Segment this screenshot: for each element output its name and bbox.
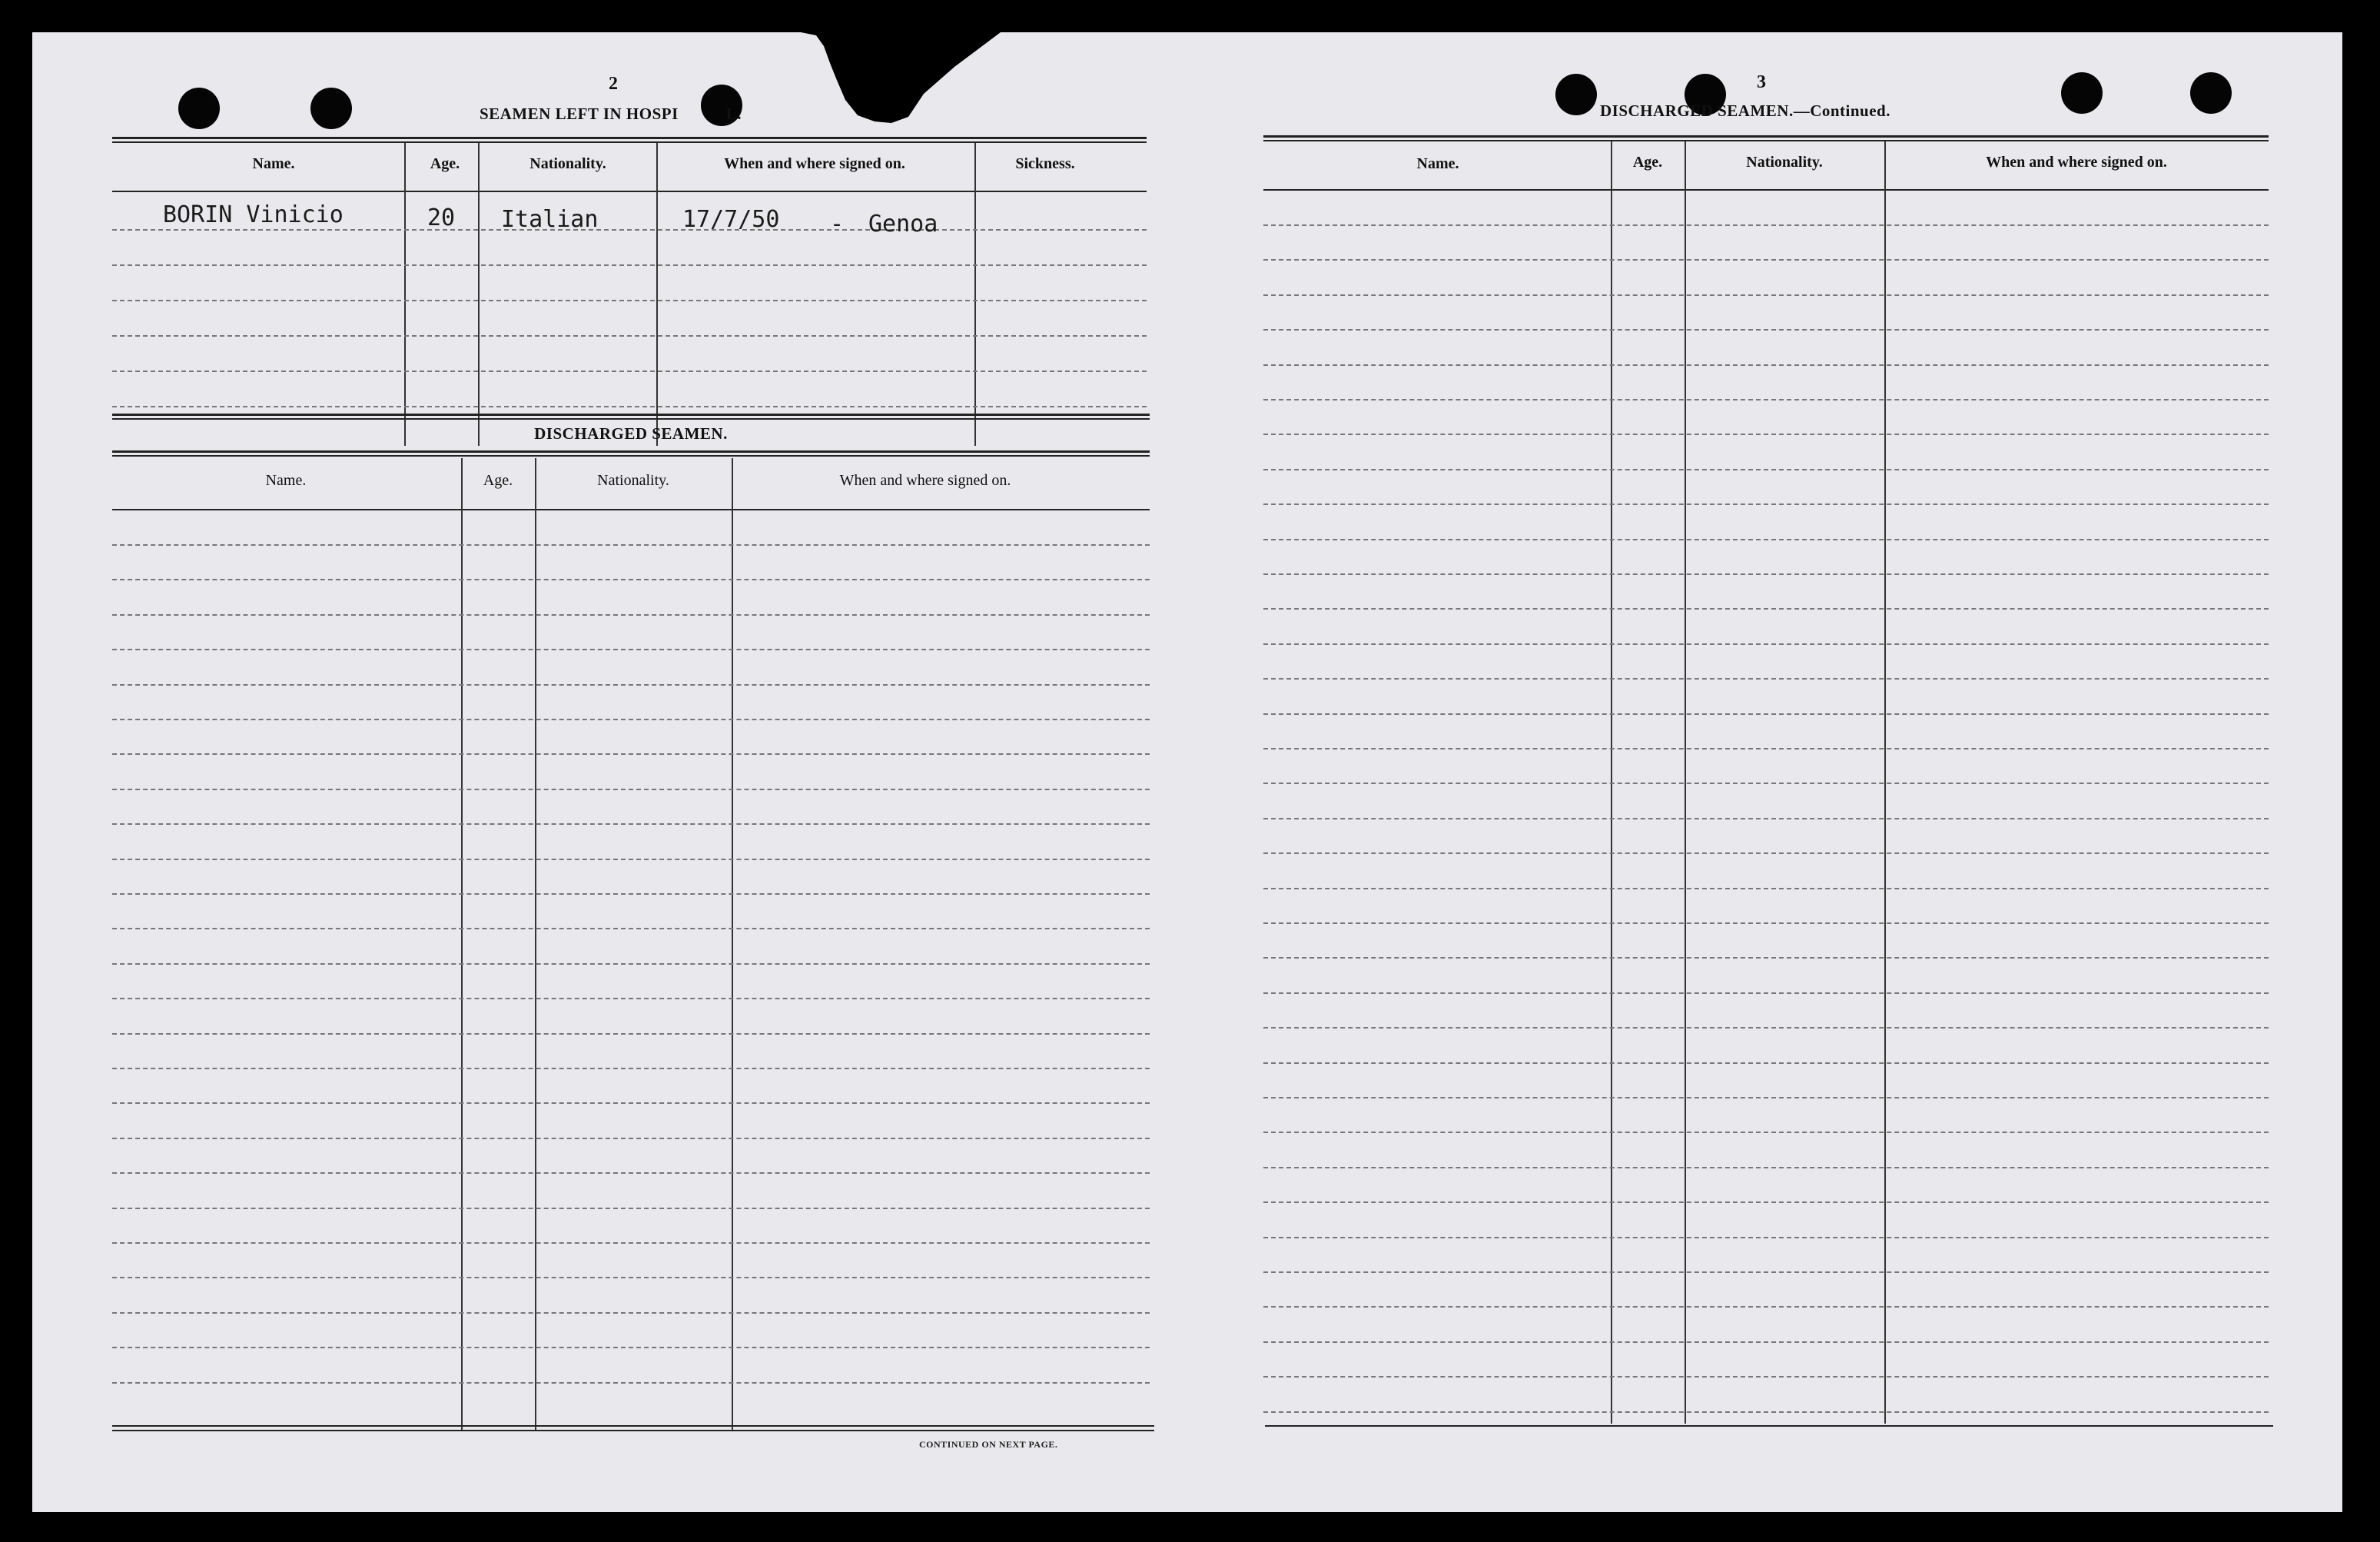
column-header-nationality: Nationality. bbox=[529, 155, 606, 172]
row-line bbox=[1263, 1132, 2269, 1133]
row-line bbox=[112, 928, 1150, 929]
row-line bbox=[1263, 434, 2269, 435]
row-line bbox=[112, 859, 1150, 860]
row-line bbox=[112, 1102, 1150, 1104]
row-line bbox=[1263, 922, 2269, 924]
entry-signed-place: Genoa bbox=[868, 211, 938, 238]
row-line bbox=[1263, 259, 2269, 261]
section-rule bbox=[112, 450, 1150, 453]
column-header-name: Name. bbox=[1416, 155, 1459, 172]
row-line bbox=[112, 1382, 1150, 1384]
row-line bbox=[1263, 294, 2269, 296]
row-line bbox=[112, 998, 1150, 999]
row-line bbox=[112, 1068, 1150, 1069]
header-underline bbox=[112, 509, 1150, 510]
row-line bbox=[1263, 539, 2269, 540]
column-divider bbox=[478, 143, 480, 446]
row-line bbox=[112, 823, 1150, 825]
column-divider bbox=[461, 458, 463, 1430]
entry-signed-date: 17/7/50 bbox=[682, 206, 780, 233]
discharged-section-title: DISCHARGED SEAMEN. bbox=[534, 424, 728, 443]
table-top-rule bbox=[112, 137, 1147, 139]
row-line bbox=[1263, 783, 2269, 784]
row-line bbox=[112, 579, 1150, 580]
column-divider bbox=[404, 143, 406, 446]
row-line bbox=[112, 1208, 1150, 1209]
row-line bbox=[112, 753, 1150, 755]
row-line bbox=[112, 719, 1150, 720]
table-top-rule bbox=[1263, 135, 2269, 138]
row-line bbox=[1263, 1201, 2269, 1203]
row-line bbox=[112, 1242, 1150, 1244]
row-line bbox=[1263, 1167, 2269, 1168]
column-header-name: Name. bbox=[265, 472, 307, 489]
row-line bbox=[112, 963, 1150, 965]
row-line bbox=[112, 264, 1147, 266]
row-line bbox=[1263, 1237, 2269, 1238]
row-line bbox=[112, 1138, 1150, 1139]
punch-hole-icon bbox=[1555, 74, 1597, 115]
section-rule bbox=[112, 414, 1150, 416]
row-line bbox=[1263, 643, 2269, 645]
row-line bbox=[1263, 678, 2269, 680]
column-header-nationality: Nationality. bbox=[1746, 154, 1823, 171]
row-line bbox=[112, 544, 1150, 546]
punch-hole-icon bbox=[178, 88, 220, 129]
torn-edge bbox=[801, 32, 1016, 163]
row-line bbox=[112, 406, 1147, 407]
row-line bbox=[1263, 888, 2269, 889]
row-line bbox=[112, 1347, 1150, 1348]
row-line bbox=[1263, 1306, 2269, 1308]
column-header-name: Name. bbox=[252, 155, 295, 172]
row-line bbox=[1263, 1411, 2269, 1413]
continued-footer: CONTINUED ON NEXT PAGE. bbox=[919, 1439, 1058, 1450]
row-line bbox=[1263, 713, 2269, 715]
row-line bbox=[1263, 224, 2269, 226]
row-line bbox=[112, 335, 1147, 337]
table-bottom-rule bbox=[112, 1430, 1154, 1431]
row-line bbox=[1263, 1027, 2269, 1029]
hospital-section-title: SEAMEN LEFT IN HOSPI L. bbox=[480, 105, 742, 123]
column-divider bbox=[732, 458, 733, 1430]
row-line bbox=[1263, 399, 2269, 400]
column-header-signed-on: When and where signed on. bbox=[1986, 154, 2167, 171]
column-header-age: Age. bbox=[1632, 154, 1663, 171]
table-top-rule bbox=[112, 141, 1147, 143]
page-number-left: 2 bbox=[609, 74, 618, 94]
row-line bbox=[1263, 1376, 2269, 1377]
row-line bbox=[1263, 329, 2269, 331]
row-line bbox=[1263, 992, 2269, 994]
row-line bbox=[1263, 852, 2269, 854]
row-line bbox=[1263, 818, 2269, 819]
row-line bbox=[1263, 364, 2269, 366]
entry-name: BORIN Vinicio bbox=[163, 201, 344, 228]
punch-hole-icon bbox=[2061, 72, 2103, 114]
table-bottom-rule bbox=[1265, 1425, 2273, 1427]
column-header-signed-on: When and where signed on. bbox=[839, 472, 1011, 489]
row-line bbox=[1263, 1271, 2269, 1273]
page-number-right: 3 bbox=[1757, 72, 1766, 92]
column-divider bbox=[656, 143, 658, 446]
row-line bbox=[112, 893, 1150, 895]
entry-dash: - bbox=[830, 211, 845, 238]
header-underline bbox=[1263, 189, 2269, 191]
entry-nationality: Italian bbox=[501, 206, 599, 233]
row-line bbox=[1263, 1062, 2269, 1064]
row-line bbox=[112, 229, 1147, 231]
row-line bbox=[112, 789, 1150, 790]
table-bottom-rule bbox=[112, 1425, 1154, 1427]
section-rule bbox=[112, 418, 1150, 420]
column-header-nationality: Nationality. bbox=[597, 472, 669, 489]
row-line bbox=[1263, 957, 2269, 959]
column-divider bbox=[535, 458, 536, 1430]
row-line bbox=[112, 371, 1147, 372]
column-header-age: Age. bbox=[430, 155, 460, 172]
row-line bbox=[1263, 573, 2269, 575]
row-line bbox=[112, 614, 1150, 616]
row-line bbox=[1263, 748, 2269, 749]
row-line bbox=[112, 1033, 1150, 1035]
section-rule bbox=[112, 455, 1150, 457]
row-line bbox=[112, 300, 1147, 301]
row-line bbox=[1263, 608, 2269, 610]
column-header-age: Age. bbox=[483, 472, 513, 489]
column-header-sickness: Sickness. bbox=[1015, 155, 1075, 172]
table-top-rule bbox=[1263, 140, 2269, 141]
row-line bbox=[1263, 469, 2269, 470]
column-divider bbox=[974, 143, 976, 446]
punch-hole-icon bbox=[2190, 72, 2232, 114]
row-line bbox=[112, 684, 1150, 686]
row-line bbox=[112, 1172, 1150, 1174]
row-line bbox=[1263, 503, 2269, 505]
row-line bbox=[112, 1312, 1150, 1314]
header-underline bbox=[112, 191, 1147, 192]
right-section-title: DISCHARGED SEAMEN.—Continued. bbox=[1600, 101, 1890, 120]
column-header-signed-on: When and where signed on. bbox=[724, 155, 905, 172]
register-sheet bbox=[32, 32, 2342, 1512]
row-line bbox=[112, 1277, 1150, 1278]
row-line bbox=[1263, 1341, 2269, 1343]
row-line bbox=[112, 649, 1150, 650]
punch-hole-icon bbox=[310, 88, 352, 129]
row-line bbox=[1263, 1097, 2269, 1098]
entry-age: 20 bbox=[427, 204, 456, 231]
